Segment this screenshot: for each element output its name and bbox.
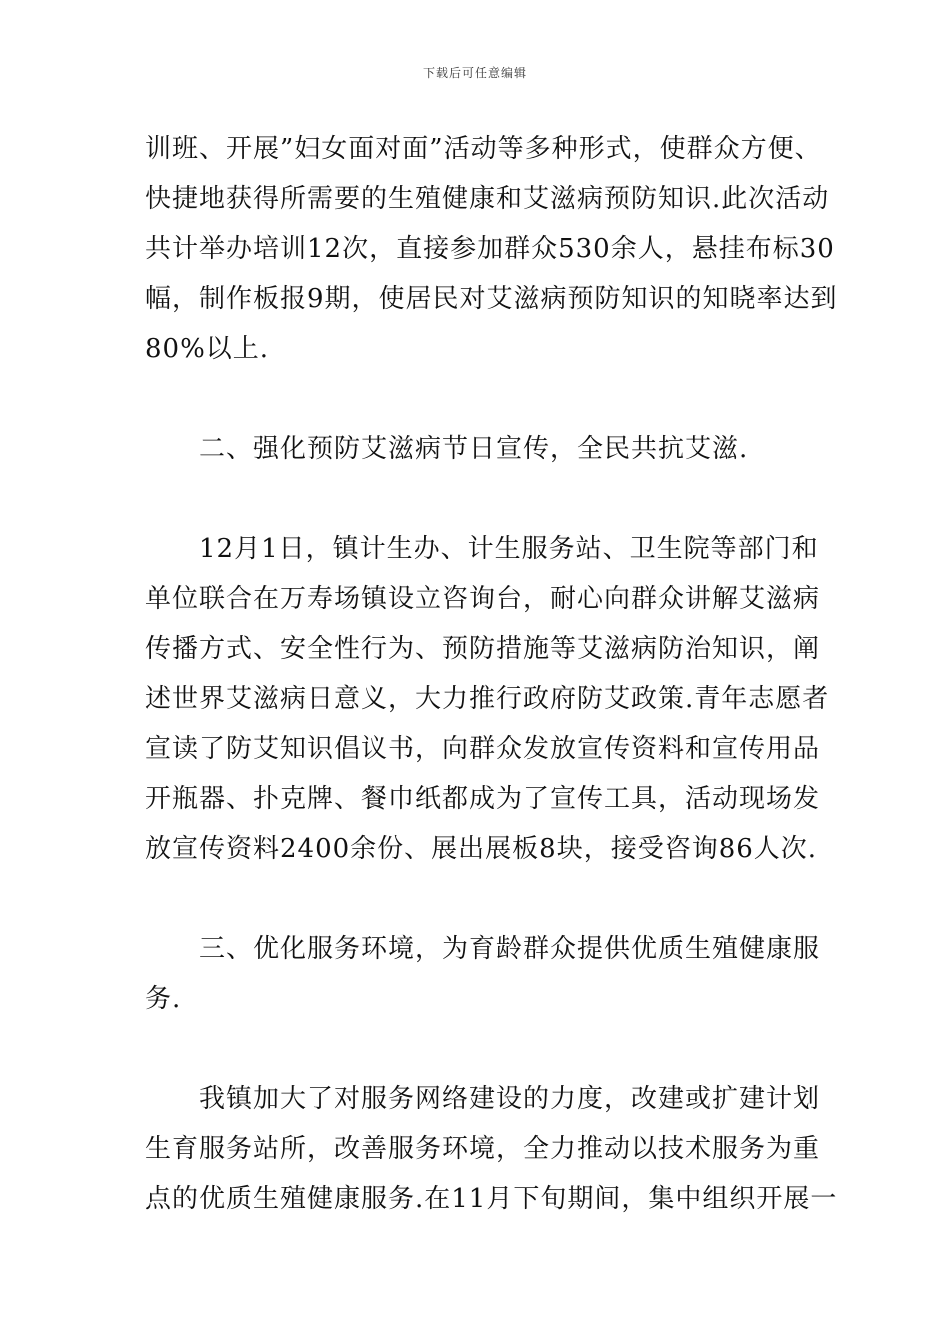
section-heading: 二、强化预防艾滋病节日宣传，全民共抗艾滋. (199, 434, 749, 464)
paragraph-gap (145, 374, 810, 424)
text-line: 开瓶器、扑克牌、餐巾纸都成为了宣传工具，活动现场发 (145, 784, 821, 814)
text-line: 训班、开展”妇女面对面”活动等多种形式，使群众方便、 (145, 134, 822, 164)
text-line: 共计举办培训12次，直接参加群众530余人，悬挂布标30 (145, 234, 835, 264)
text-line: 80%以上. (145, 334, 270, 364)
paragraph-gap (145, 1024, 810, 1074)
paragraph-1 (145, 124, 838, 374)
text-line: 述世界艾滋病日意义，大力推行政府防艾政策.青年志愿者 (145, 684, 830, 714)
document-body (145, 124, 838, 1224)
text-line: 12月1日，镇计生办、计生服务站、卫生院等部门和 (199, 534, 819, 564)
text-line: 幅，制作板报9期，使居民对艾滋病预防知识的知晓率达到 (145, 284, 838, 314)
section-heading-3 (145, 924, 821, 1024)
paragraph-gap (145, 474, 810, 524)
text-line: 我镇加大了对服务网络建设的力度，改建或扩建计划 (199, 1084, 821, 1114)
text-line: 生育服务站所，改善服务环境，全力推动以技术服务为重 (145, 1134, 821, 1164)
text-line: 放宣传资料2400余份、展出展板8块，接受咨询86人次. (145, 834, 818, 864)
paragraph-gap (145, 874, 810, 924)
text-line: 单位联合在万寿场镇设立咨询台，耐心向群众讲解艾滋病 (145, 584, 821, 614)
page-header: 下载后可任意编辑 (422, 66, 527, 80)
text-line: 传播方式、安全性行为、预防措施等艾滋病防治知识，阐 (145, 634, 821, 664)
section-heading: 三、优化服务环境，为育龄群众提供优质生殖健康服 (199, 934, 821, 964)
text-line: 点的优质生殖健康服务.在11月下旬期间，集中组织开展一 (145, 1184, 838, 1214)
paragraph-5 (145, 1074, 838, 1224)
text-line: 快捷地获得所需要的生殖健康和艾滋病预防知识.此次活动 (145, 184, 830, 214)
text-line: 务. (145, 984, 182, 1014)
text-line: 宣读了防艾知识倡议书，向群众发放宣传资料和宣传用品 (145, 734, 821, 764)
section-heading-2 (145, 424, 810, 474)
paragraph-3 (145, 524, 830, 874)
